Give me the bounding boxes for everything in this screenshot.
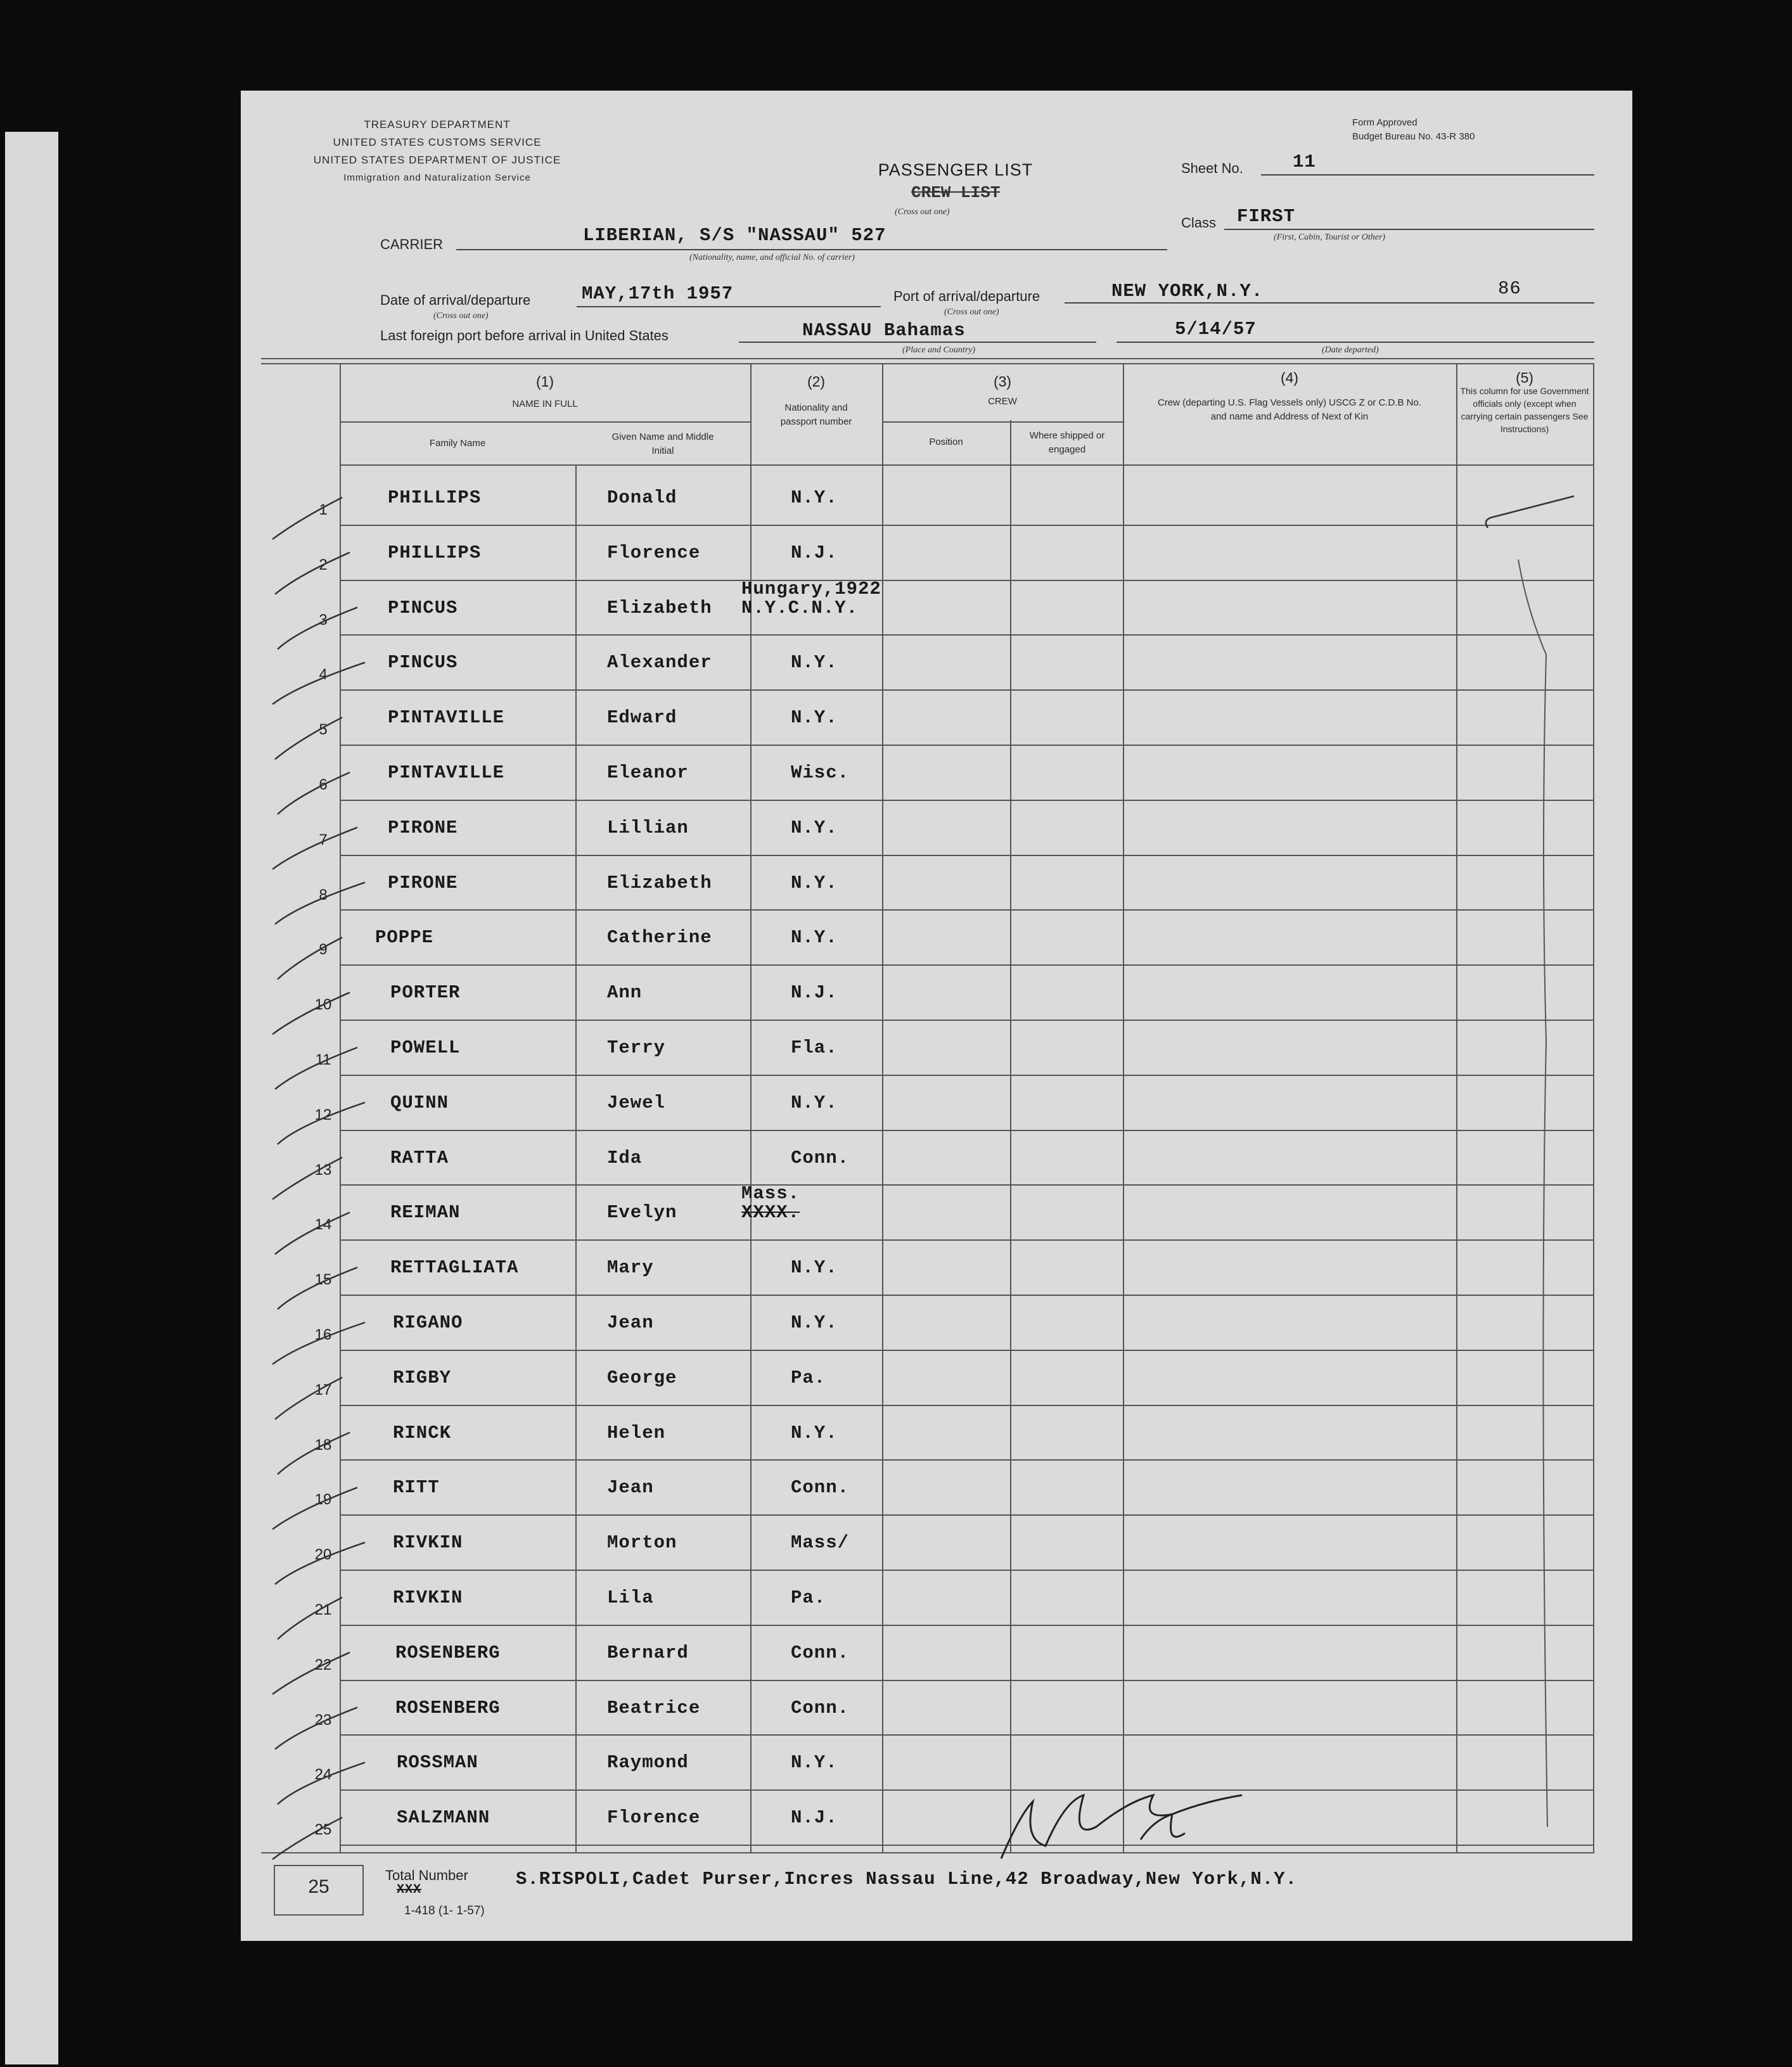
- check-mark: [278, 1267, 357, 1309]
- given-name: Lillian: [607, 817, 689, 838]
- pencil-line: [1518, 560, 1547, 1827]
- family-name: PINCUS: [388, 597, 458, 618]
- check-mark: [278, 1762, 365, 1804]
- cross-note: (Cross out one): [895, 207, 950, 217]
- nationality: N.Y.: [791, 817, 838, 838]
- total-crossed: XXX: [397, 1883, 422, 1897]
- given-name: Evelyn: [607, 1202, 677, 1224]
- family-name: RATTA: [390, 1147, 449, 1168]
- col4-number: (4): [1280, 369, 1299, 386]
- family-name: ROSENBERG: [395, 1697, 501, 1718]
- port-label: Port of arrival/departure: [893, 288, 1040, 304]
- row-number: 20: [314, 1546, 332, 1564]
- row-number: 16: [314, 1326, 332, 1343]
- nationality: Pa.: [791, 1367, 826, 1388]
- date-note: (Cross out one): [433, 311, 489, 321]
- family-name: PINTAVILLE: [388, 707, 505, 729]
- row-number: 3: [319, 611, 328, 629]
- given-name: George: [607, 1367, 677, 1388]
- nationality: Conn.: [791, 1147, 850, 1168]
- check-mark: [275, 1378, 342, 1419]
- family-name-header: Family Name: [429, 438, 486, 449]
- check-mark: [275, 717, 342, 759]
- nationality: Mass/: [791, 1532, 850, 1554]
- check-mark: [272, 828, 357, 869]
- given-name: Bernard: [607, 1642, 689, 1663]
- crossed-out-text: CREW LIST: [911, 183, 1001, 202]
- given-name: Edward: [607, 707, 677, 729]
- date-value: MAY,17th 1957: [582, 283, 734, 304]
- col3-title: CREW: [988, 396, 1017, 407]
- check-mark: [275, 883, 365, 925]
- check-mark: [272, 1487, 357, 1529]
- nationality: N.Y.: [791, 1752, 838, 1774]
- budget-bureau-line: Budget Bureau No. 43-R 380: [1352, 131, 1475, 142]
- row-number: 22: [314, 1656, 332, 1673]
- given-name: Eleanor: [607, 762, 689, 783]
- given-name: Catherine: [607, 927, 712, 949]
- passenger-list-form: [241, 91, 1632, 1941]
- position-header: Position: [929, 437, 963, 447]
- nationality: Wisc.: [791, 762, 850, 783]
- nationality-note: Mass.: [741, 1183, 800, 1205]
- family-name: PIRONE: [388, 872, 458, 893]
- family-name: REIMAN: [390, 1202, 461, 1224]
- family-name: RITT: [393, 1477, 440, 1499]
- nationality: N.Y.: [791, 927, 838, 949]
- check-mark: [272, 1322, 365, 1364]
- check-mark: [272, 1817, 342, 1859]
- given-name: Elizabeth: [607, 872, 712, 893]
- check-mark: [272, 662, 365, 704]
- given-name: Jean: [607, 1312, 654, 1333]
- nationality: N.Y.: [791, 872, 838, 893]
- signature: [1001, 1795, 1242, 1859]
- carrier-label: CARRIER: [380, 236, 444, 252]
- agency-line: Immigration and Naturalization Service: [343, 172, 531, 183]
- agency-line: UNITED STATES CUSTOMS SERVICE: [333, 136, 542, 148]
- form-approved-line: Form Approved: [1352, 117, 1418, 128]
- row-number: 2: [319, 556, 328, 573]
- given-name: Terry: [607, 1037, 666, 1058]
- family-name: RIGBY: [393, 1367, 452, 1388]
- page-stamp: 86: [1498, 278, 1521, 299]
- nationality: N.J.: [791, 1807, 838, 1829]
- date-label: Date of arrival/departure: [380, 292, 531, 308]
- last-port-note: (Place and Country): [902, 345, 976, 355]
- col2-title: Nationality and passport number: [780, 402, 852, 427]
- class-label: Class: [1181, 215, 1217, 231]
- total-value: 25: [308, 1876, 330, 1897]
- nationality: N.Y.: [791, 487, 838, 508]
- family-name: PHILLIPS: [388, 542, 482, 563]
- nationality: N.Y.: [791, 1092, 838, 1113]
- col5-title: This column for use Government officials only (except when carrying certain passengers See Instructions): [1460, 386, 1589, 434]
- given-name: Alexander: [607, 652, 712, 674]
- where-shipped-header: Where shipped or engaged: [1029, 430, 1105, 455]
- row-number: 18: [314, 1436, 332, 1454]
- given-name: Florence: [607, 1807, 701, 1829]
- given-name: Beatrice: [607, 1697, 701, 1718]
- family-name: PINTAVILLE: [388, 762, 505, 783]
- nationality: N.Y.C.N.Y.: [741, 597, 859, 618]
- check-mark: [278, 1103, 365, 1144]
- port-note: (Cross out one): [944, 307, 999, 317]
- family-name: RIVKIN: [393, 1532, 463, 1554]
- row-number: 17: [314, 1381, 332, 1398]
- row-number: 5: [319, 721, 328, 739]
- carrier-value: LIBERIAN, S/S "NASSAU" 527: [583, 225, 886, 246]
- side-strip: [5, 132, 58, 2064]
- nationality: Conn.: [791, 1697, 850, 1718]
- nationality: XXXX.: [741, 1202, 800, 1224]
- agency-line: UNITED STATES DEPARTMENT OF JUSTICE: [313, 154, 561, 166]
- check-mark: [278, 1597, 342, 1639]
- check-mark: [272, 1158, 342, 1200]
- row-number: 11: [315, 1051, 331, 1068]
- carrier-note: (Nationality, name, and official No. of carrier): [689, 253, 855, 262]
- check-mark: [275, 1542, 365, 1584]
- port-value: NEW YORK,N.Y.: [1111, 281, 1264, 302]
- row-number: 10: [314, 996, 332, 1014]
- family-name: ROSENBERG: [395, 1642, 501, 1663]
- row-number: 14: [314, 1216, 332, 1234]
- row-number: 15: [314, 1271, 332, 1289]
- check-mark: [1486, 496, 1574, 528]
- last-port-value: NASSAU Bahamas: [802, 320, 966, 341]
- check-mark: [275, 1047, 357, 1089]
- nationality: N.Y.: [791, 1312, 838, 1333]
- nationality: Conn.: [791, 1477, 850, 1499]
- date-departed-note: (Date departed): [1322, 345, 1379, 355]
- nationality: Fla.: [791, 1037, 838, 1058]
- row-number: 12: [314, 1106, 332, 1123]
- form-number: 1-418 (1- 1-57): [404, 1904, 485, 1917]
- check-mark: [272, 1653, 350, 1694]
- given-name: Jewel: [607, 1092, 666, 1113]
- row-number: 25: [314, 1821, 332, 1839]
- check-mark: [278, 772, 350, 814]
- given-name: Ann: [607, 982, 643, 1004]
- row-number: 19: [314, 1491, 332, 1509]
- given-name: Elizabeth: [607, 597, 712, 618]
- family-name: PINCUS: [388, 652, 458, 674]
- col3-number: (3): [993, 373, 1012, 390]
- given-name: Raymond: [607, 1752, 689, 1774]
- family-name: SALZMANN: [397, 1807, 490, 1829]
- given-name: Florence: [607, 542, 701, 563]
- form-title: PASSENGER LIST: [878, 160, 1034, 179]
- family-name: RIGANO: [393, 1312, 463, 1333]
- nationality: N.Y.: [791, 707, 838, 729]
- family-name: POWELL: [390, 1037, 461, 1058]
- given-name: Helen: [607, 1422, 666, 1443]
- given-name: Jean: [607, 1477, 654, 1499]
- nationality: Conn.: [791, 1642, 850, 1663]
- row-number: 4: [319, 666, 328, 684]
- given-name: Mary: [607, 1257, 654, 1279]
- row-number: 7: [319, 831, 328, 848]
- col2-number: (2): [807, 373, 826, 390]
- agency-line: TREASURY DEPARTMENT: [364, 118, 511, 131]
- col5-number: (5): [1515, 369, 1534, 386]
- nationality: N.Y.: [791, 1422, 838, 1443]
- row-number: 13: [314, 1161, 332, 1179]
- check-mark: [275, 553, 350, 594]
- check-mark: [275, 1212, 350, 1254]
- sheet-label: Sheet No.: [1181, 160, 1243, 176]
- row-number: 21: [314, 1601, 332, 1618]
- check-mark: [272, 497, 342, 539]
- check-mark: [278, 608, 357, 650]
- family-name: RIVKIN: [393, 1587, 463, 1608]
- col4-title: Crew (departing U.S. Flag Vessels only) USCG Z or C.D.B No. and name and Address of Next of Kin: [1158, 397, 1421, 422]
- family-name: RINCK: [393, 1422, 452, 1443]
- given-name-header: Given Name and Middle Initial: [611, 432, 714, 456]
- col1-title: NAME IN FULL: [512, 399, 578, 409]
- check-mark: [278, 937, 342, 979]
- nationality: N.J.: [791, 542, 838, 563]
- date-departed: 5/14/57: [1175, 319, 1257, 340]
- given-name: Donald: [607, 487, 677, 508]
- last-port-label: Last foreign port before arrival in United States: [380, 328, 669, 343]
- nationality: N.J.: [791, 982, 838, 1004]
- row-number: 23: [314, 1711, 332, 1729]
- total-label: Total Number: [385, 1867, 468, 1883]
- family-name: RETTAGLIATA: [390, 1257, 519, 1279]
- given-name: Lila: [607, 1587, 654, 1608]
- nationality-note: Hungary,1922: [741, 578, 881, 599]
- given-name: Morton: [607, 1532, 677, 1554]
- family-name: POPPE: [375, 927, 434, 949]
- family-name: QUINN: [390, 1092, 449, 1113]
- family-name: ROSSMAN: [397, 1752, 478, 1774]
- given-name: Ida: [607, 1147, 643, 1168]
- handwritten-marks: [241, 91, 1632, 1941]
- check-mark: [278, 1433, 350, 1475]
- col1-number: (1): [535, 373, 554, 390]
- family-name: PHILLIPS: [388, 487, 482, 508]
- sheet-no: 11: [1293, 151, 1316, 172]
- family-name: PIRONE: [388, 817, 458, 838]
- row-number: 24: [314, 1766, 332, 1784]
- family-name: PORTER: [390, 982, 461, 1004]
- nationality: Pa.: [791, 1587, 826, 1608]
- row-number: 6: [319, 776, 328, 793]
- class-value: FIRST: [1237, 206, 1296, 227]
- row-number: 1: [319, 501, 328, 518]
- row-number: 9: [319, 941, 328, 959]
- check-mark: [272, 992, 350, 1034]
- purser-line: S.RISPOLI,Cadet Purser,Incres Nassau Line,42 Broadway,New York,N.Y.: [516, 1869, 1297, 1890]
- class-note: (First, Cabin, Tourist or Other): [1274, 233, 1386, 242]
- nationality: N.Y.: [791, 1257, 838, 1279]
- nationality: N.Y.: [791, 652, 838, 674]
- check-mark: [275, 1708, 357, 1750]
- row-number: 8: [319, 886, 328, 904]
